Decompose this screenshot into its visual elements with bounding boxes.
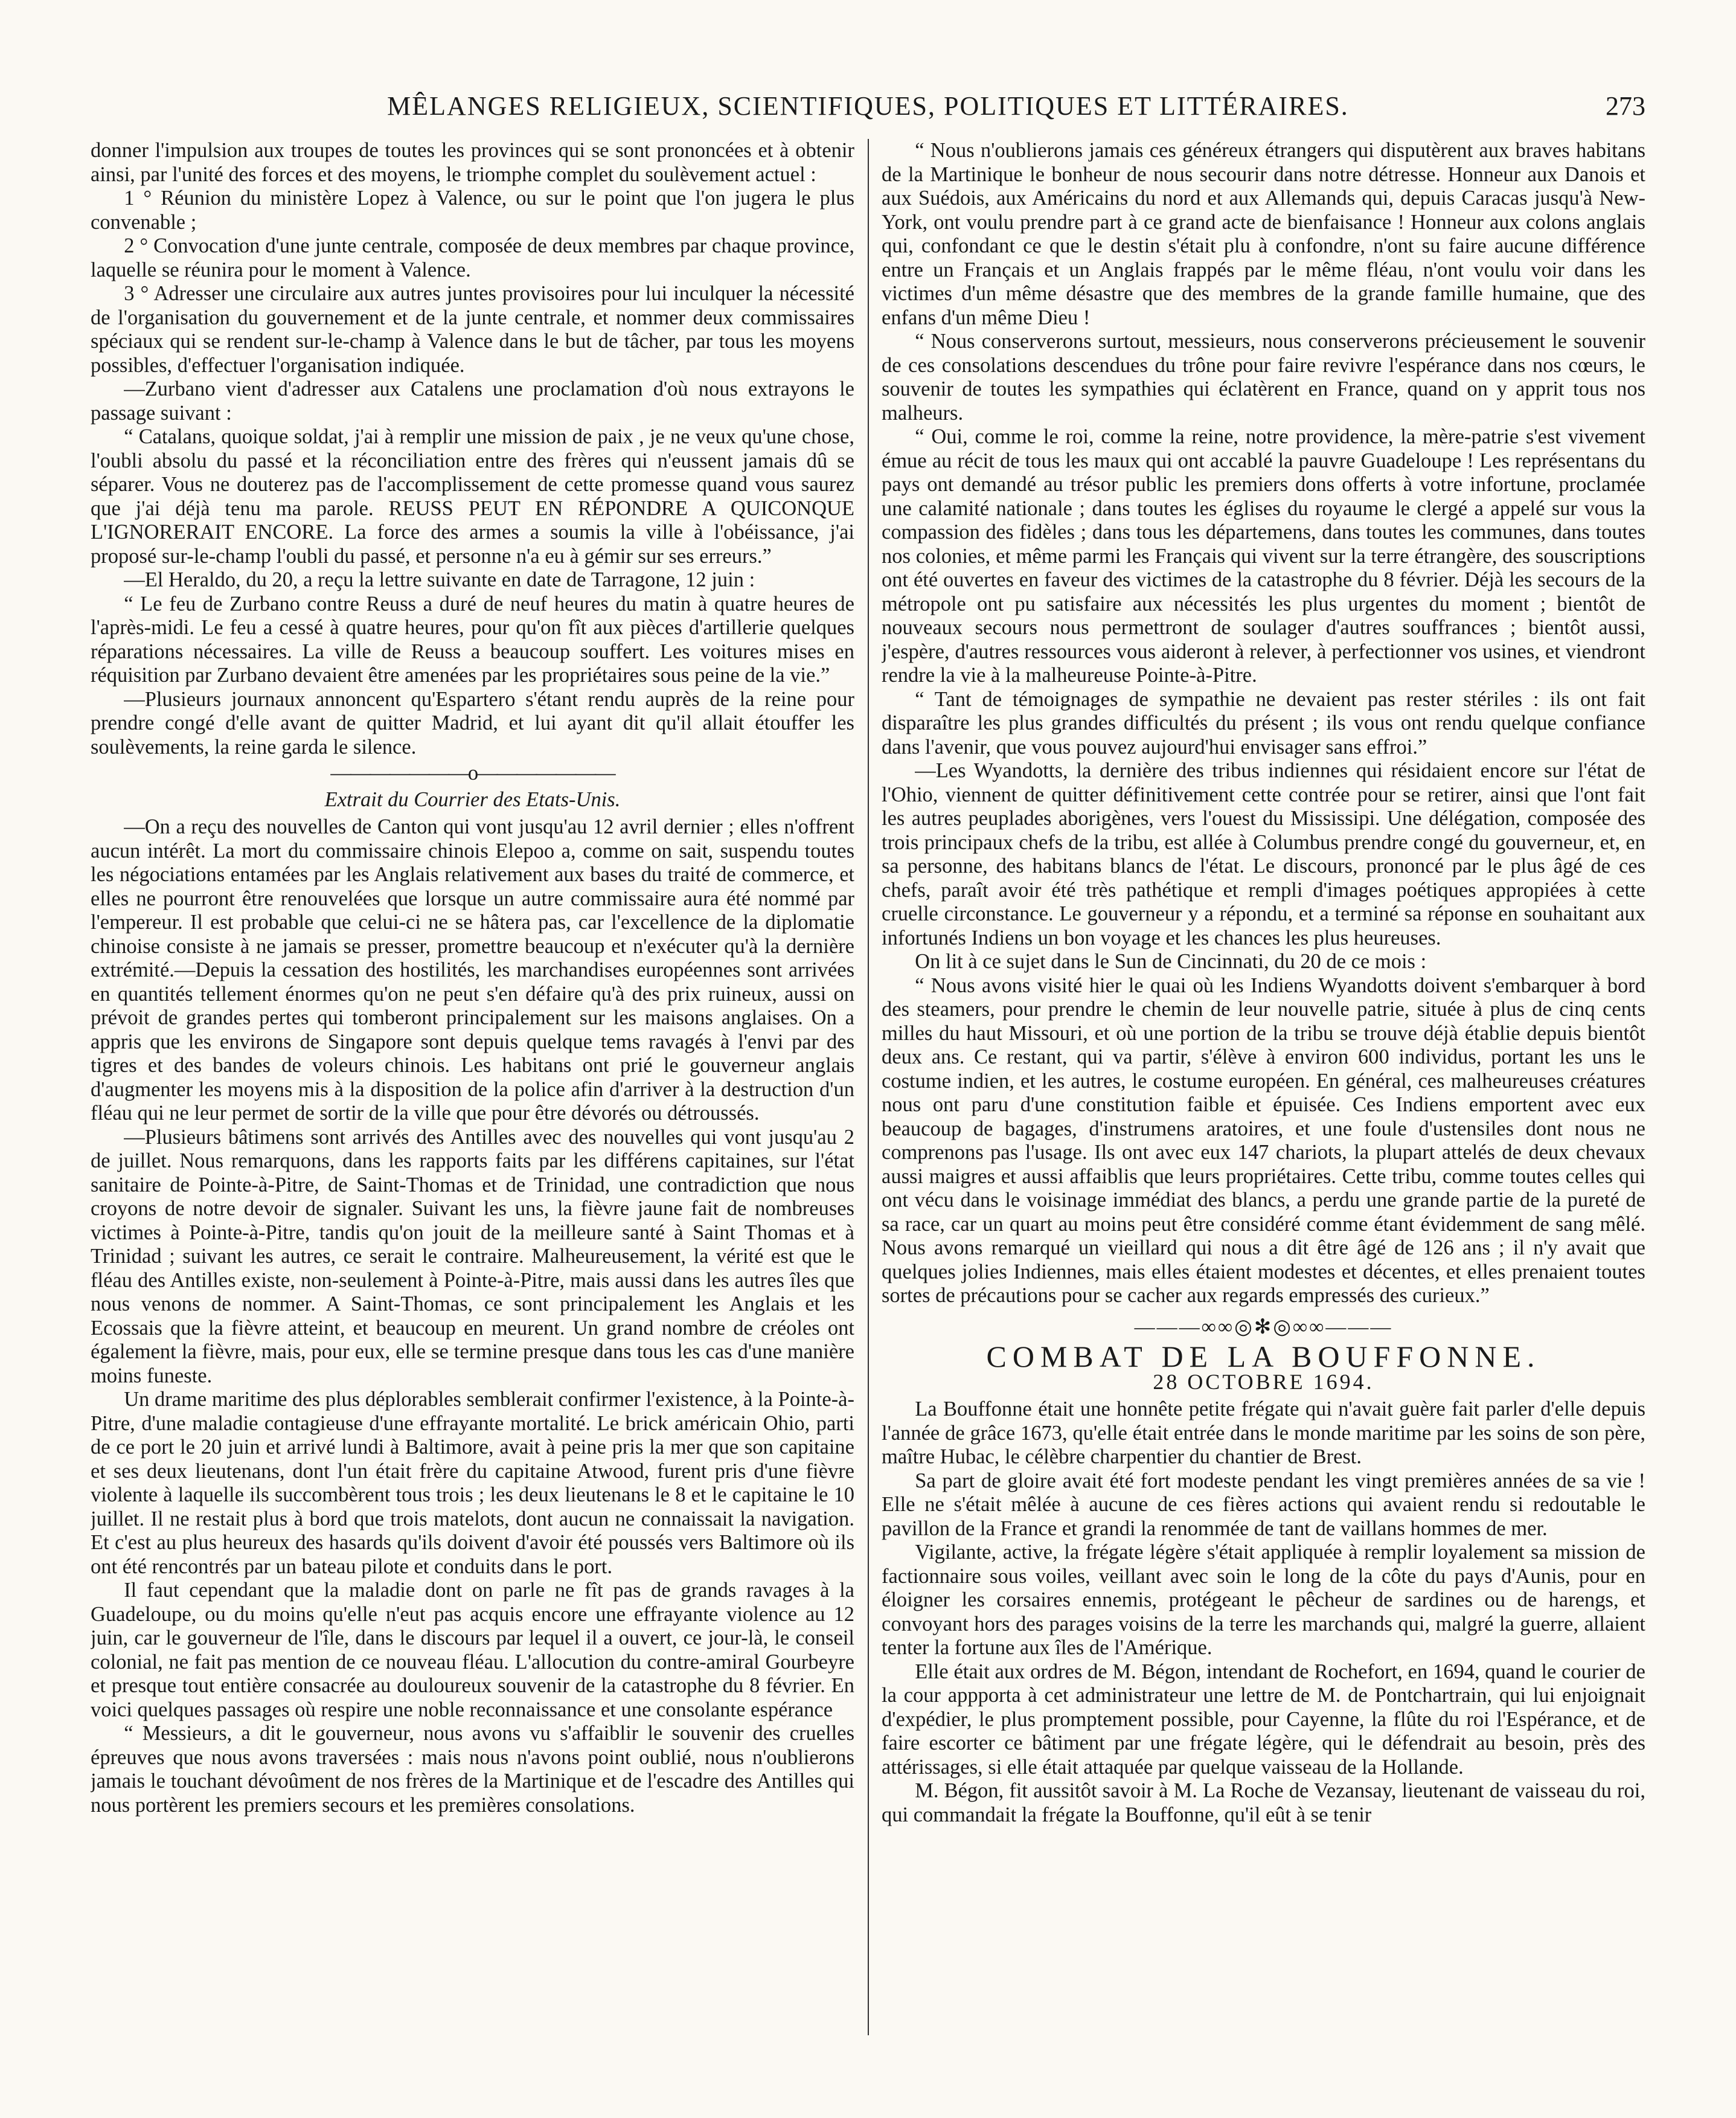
paragraph: “ Nous n'oublierons jamais ces généreux étrangers qui disputèrent aux braves habitans de la Martinique le bonheur de nous secourir dans notre détresse. Honneur aux Danois et aux Suédois, aux Américains du nord et aux Allemands qui, depuis Caracas jusqu'à New-York, ont voulu prendre part à ce grand acte de bienfaisance ! Honneur aux colons anglais qui, confondant ce que le destin s'était plu à confondre, n'ont su faire aucune différence entre un Français et un Anglais frappés par le même fléau, n'ont voulu voir dans les victimes d'un même désastre que des membres de la grande famille humaine, que des enfans d'un même Dieu !	[882, 139, 1645, 329]
paragraph: “ Tant de témoignages de sympathie ne devaient pas rester stériles : ils ont fait disparaître les plus grandes difficultés du présent ; ils vous ont rendu quelque confiance dans l'avenir, que vous pouvez aujourd'hui envisager sans effroi.”	[882, 687, 1645, 759]
paragraph: “ Messieurs, a dit le gouverneur, nous avons vu s'affaiblir le souvenir des cruelles épreuves que nous avons traversées : mais nous n'avons point oublié, nous n'oublierons jamais le touchant dévoûment de nos frères de la Martinique et de l'escadre des Antilles qui nous portèrent les premiers secours et les premières consolations.	[91, 1722, 854, 1817]
article-title: COMBAT DE LA BOUFFONNE.	[986, 1340, 1541, 1373]
paragraph: “ Oui, comme le roi, comme la reine, notre providence, la mère-patrie s'est vivement émue au récit de tous les maux qui ont accablé la pauvre Guadeloupe ! Les représentans du pays ont demandé au trésor public les premiers dons offerts à votre infortune, proclamée une calamité nationale ; dans toutes les églises du royaume le clergé a appelé sur vous la compassion des fidèles ; dans tous les départemens, dans toutes les communes, dans toutes nos colonies, et même parmi les Français qui vivent sur la terre étrangère, des souscriptions ont été ouvertes en faveur des victimes de la catastrophe du 8 février. Déjà les secours de la métropole ont pu satisfaire aux nécessités les plus urgentes du moment ; bientôt de nouveaux secours nous permettront de soulager d'autres souffrances ; bientôt aussi, j'espère, d'autres ressources vous aideront à relever, à perfectionner vos usines, et viendront rendre la vie à la malheureuse Pointe-à-Pitre.	[882, 425, 1645, 687]
section-separator: ———————o———————	[330, 762, 615, 785]
left-column	[91, 139, 854, 2065]
section-title: Extrait du Courrier des Etats-Unis.	[324, 788, 621, 811]
paragraph: Il faut cependant que la maladie dont on parle ne fît pas de grands ravages à la Guadeloupe, ou du moins qu'elle n'eut pas acquis encore une effrayante violence au 12 juin, car le gouverneur de l'île, dans le discours par lequel il a ouvert, ce jour-là, le conseil colonial, ne fait pas mention de ce nouveau fléau. L'allocution du contre-amiral Gourbeyre et presque tout entière consacrée au douloureux souvenir de la catastrophe du 8 février. En voici quelques passages où respire une noble reconnaissance et une consolante espérance	[91, 1579, 854, 1721]
paragraph: M. Bégon, fit aussitôt savoir à M. La Roche de Vezansay, lieutenant de vaisseau du roi, qui commandait la frégate la Bouffonne, qu'il eût à se tenir	[882, 1779, 1645, 1826]
paragraph: 1 ° Réunion du ministère Lopez à Valence, ou sur le point que l'on jugera le plus convenable ;	[91, 187, 854, 234]
paragraph: “ Nous conserverons surtout, messieurs, nous conserverons précieusement le souvenir de ces consolations descendues du trône pour faire revivre l'espérance dans nos cœurs, le souvenir de toutes les sympathies qui éclatèrent en France, quand on y apprit tous nos malheurs.	[882, 330, 1645, 425]
paragraph: donner l'impulsion aux troupes de toutes les provinces qui se sont prononcées et à obtenir ainsi, par l'unité des forces et des moyens, le triomphe complet du soulèvement actuel :	[91, 139, 854, 186]
paragraph: —Plusieurs journaux annoncent qu'Espartero s'étant rendu auprès de la reine pour prendre congé d'elle avant de quitter Madrid, et lui ayant dit qu'il allait étouffer les soulèvements, la reine garda le silence.	[91, 687, 854, 759]
paragraph: Un drame maritime des plus déplorables semblerait confirmer l'existence, à la Pointe-à-Pitre, d'une maladie contagieuse d'une effrayante mortalité. Le brick américain Ohio, parti de ce port le 20 juin et arrivé lundi à Baltimore, avait à peine pris la mer que son capitaine et ses deux lieutenans, dont l'un était frère du capitaine Atwood, furent pris d'une fièvre violente à laquelle ils succombèrent tous trois ; les deux lieutenans le 8 et le capitaine le 10 juillet. Il ne restait plus à bord que trois matelots, dont aucun ne connaissait la navigation. Et c'est au plus heureux des hasards qu'ils doivent d'avoir été poussés vers Baltimore où ils ont été rencontrés par un bateau pilote et conduits dans le port.	[91, 1388, 854, 1578]
paragraph: Vigilante, active, la frégate légère s'était appliquée à remplir loyalement sa mission de factionnaire sous voiles, veillant avec soin le long de la côte du pays d'Aunis, pour en éloigner les corsaires ennemis, protégeant le pêcheur de sardines ou de harengs, et convoyant hors des parages voisins de la terre les marchands qui, malgré la guerre, allaient tenter la fortune aux îles de l'Amérique.	[882, 1541, 1645, 1659]
paragraph: —Les Wyandotts, la dernière des tribus indiennes qui résidaient encore sur l'état de l'Ohio, viennent de quitter définitivement cette contrée pour se retirer, ainsi que l'ont fait les autres peuplades aborigènes, vers l'ouest du Mississipi. Une délégation, composée des trois principaux chefs de la tribu, est allée à Columbus prendre congé du gouverneur, et, en sa personne, des habitans blancs de l'état. Le discours, prononcé par le plus âgé de ces chefs, paraît avoir été très pathétique et rempli d'images poétiques appropiées à cette cruelle circonstance. Le gouverneur y a répondu, et a terminé sa réponse en souhaitant aux infortunés Indiens un bon voyage et les chances les plus heureuses.	[882, 759, 1645, 949]
paragraph: —El Heraldo, du 20, a reçu la lettre suivante en date de Tarragone, 12 juin :	[124, 568, 755, 591]
paragraph: “ Nous avons visité hier le quai où les Indiens Wyandotts doivent s'embarquer à bord des steamers, pour prendre le chemin de leur nouvelle patrie, située à plus de cinq cents milles du haut Missouri, et où une portion de la tribu se trouve déjà établie depuis bientôt deux ans. Ce restant, qui va partir, s'élève à environ 600 individus, portant les uns le costume indien, et les autres, le costume européen. En général, ces malheureuses créatures nous ont paru d'une constitution faible et épuisée. Ces Indiens emportent avec eux beaucoup de bagages, d'instrumens aratoires, et une foule d'ustensiles dont nous ne comprenons pas l'usage. Ils ont avec eux 147 chariots, la plupart attelés de deux chevaux aussi maigres et aussi affaiblis que leurs propriétaires. Cette tribu, comme toutes celles qui ont vécu dans le voisinage immédiat des blancs, a perdu une grande partie de la pureté de sa race, car un quart au moins peut être considéré comme étant évidemment de sang mêlé. Nous avons remarqué un vieillard qui nous a dit être âgé de 126 ans ; il n'y avait que quelques jolies Indiennes, mais elles étaient modestes et décentes, et elles prenaient toutes sortes de précautions pour se cacher aux regards empressés des curieux.”	[882, 974, 1645, 1307]
running-title: MÊLANGES RELIGIEUX, SCIENTIFIQUES, POLITIQUES ET LITTÉRAIRES.	[387, 91, 1349, 121]
article-date: 28 OCTOBRE 1694.	[1153, 1369, 1374, 1394]
paragraph: La Bouffonne était une honnête petite frégate qui n'avait guère fait parler d'elle depuis l'année de grâce 1673, qu'elle était entrée dans le monde maritime par les soins de son père, maître Hubac, le célèbre charpentier du chantier de Brest.	[882, 1398, 1645, 1468]
paragraph: —Zurbano vient d'adresser aux Catalens une proclamation d'où nous extrayons le passage suivant :	[91, 377, 854, 425]
paragraph: “ Le feu de Zurbano contre Reuss a duré de neuf heures du matin à quatre heures de l'après-midi. Le feu a cessé à quatre heures, pour qu'on fît aux pièces d'artillerie quelques réparations nécessaires. La ville de Reuss a beaucoup souffert. Les voitures mises en réquisition par Zurbano devaient être amenées par les propriétaires sous peine de la vie.”	[91, 592, 854, 687]
paragraph: “ Catalans, quoique soldat, j'ai à remplir une mission de paix , je ne veux qu'une chose, l'oubli absolu du passé et la réconciliation entre des frères qui n'eussent jamais dû se séparer. Vous ne douterez pas de l'accomplissement de cette promesse quand vous saurez que j'ai déjà tenu ma parole. REUSS PEUT EN RÉPONDRE A QUICONQUE L'IGNORERAIT ENCORE. La force des armes a soumis la ville à l'obéissance, j'ai proposé sur-le-champ l'oubli du passé, et personne n'a eu à gémir sur ses erreurs.”	[91, 425, 854, 568]
paragraph: —Plusieurs bâtimens sont arrivés des Antilles avec des nouvelles qui vont jusqu'au 2 de juillet. Nous remarquons, dans les rapports faits par les différens capitaines, sur l'état sanitaire de Pointe-à-Pitre, de Saint-Thomas et de Trinidad, une contradiction que nous croyons de notre devoir de signaler. Suivant les uns, la fièvre jaune fait de nombreuses victimes à Pointe-à-Pitre, tandis qu'on jouit de la meilleure santé à Saint Thomas et à Trinidad ; suivant les autres, ce serait le contraire. Malheureusement, la vérité est que le fléau des Antilles existe, non-seulement à Pointe-à-Pitre, mais aussi dans les autres îles que nous venons de nommer. A Saint-Thomas, ce sont principalement les Anglais et les Ecossais que la fièvre atteint, et beaucoup en meurent. Un grand nombre de créoles ont également la fièvre, mais, pour eux, elle se termine presque dans tous les cas d'une manière moins funeste.	[91, 1125, 854, 1387]
paragraph: 3 ° Adresser une circulaire aux autres juntes provisoires pour lui inculquer la nécessité de l'organisation du gouvernement et de la junte centrale, et nommer deux commissaires spéciaux qui se rendent sur-le-champ à Valence dans le but de tâcher, par tous les moyens possibles, d'effectuer l'organisation indiquée.	[91, 282, 854, 377]
ornament-divider: ———∞∞◎✻◎∞∞———	[1134, 1315, 1393, 1338]
page-header	[91, 91, 1645, 133]
paragraph: 2 ° Convocation d'une junte centrale, composée de deux membres par chaque province, laquelle se réunira pour le moment à Valence.	[91, 234, 854, 281]
paragraph: —On a reçu des nouvelles de Canton qui vont jusqu'au 12 avril dernier ; elles n'offrent aucun intérêt. La mort du commissaire chinois Elepoo a, comme on sait, suspendu toutes les négociations entamées par les Anglais relativement aux bases du traité de commerce, et elles ne pourront être renouvelées que lorsque un autre commissaire aura été nommé par l'empereur. Il est probable que celui-ci ne se hâtera pas, car l'excellence de la diplomatie chinoise consiste à ne jamais se presser, promettre beaucoup et n'exécuter qu'à la dernière extrémité.—Depuis la cessation des hostilités, les marchandises européennes sont arrivées en quantités tellement énormes qu'on ne peut s'en défaire qu'à des prix ruineux, aussi on prévoit de grandes pertes qui tomberont principalement sur les maisons anglaises. On a appris que les environs de Singapore sont depuis quelque tems ravagés à l'envi par des tigres et des bandes de voleurs chinois. Les habitans ont prié le gouverneur anglais d'augmenter les moyens mis à la disposition de la police afin d'arriver à la destruction d'un fléau qui ne leur permet de sortir de la ville que pour être dévorés ou détroussés.	[91, 815, 854, 1125]
paragraph: Sa part de gloire avait été fort modeste pendant les vingt premières années de sa vie ! Elle ne s'était mêlée à aucune de ces fières actions qui avaient rendu si redoutable le pavillon de la France et grandi la renommée de tant de vaillans hommes de mer.	[882, 1469, 1645, 1540]
paragraph: On lit à ce sujet dans le Sun de Cincinnati, du 20 de ce mois :	[915, 950, 1427, 973]
paragraph: Elle était aux ordres de M. Bégon, intendant de Rochefort, en 1694, quand le courier de la cour appporta à cet administrateur une lettre de M. de Pontchartrain, qui lui enjoignait d'expédier, le plus promptement possible, pour Cayenne, la flûte du roi l'Espérance, et de faire escorter ce bâtiment par une frégate légère, qui le défendrait au besoin, près des attérissages, si elle était attaquée par quelque vaisseau de la Hollande.	[882, 1660, 1645, 1779]
right-column	[882, 139, 1645, 2065]
page-number: 273	[1606, 91, 1645, 121]
column-divider	[868, 139, 869, 2035]
